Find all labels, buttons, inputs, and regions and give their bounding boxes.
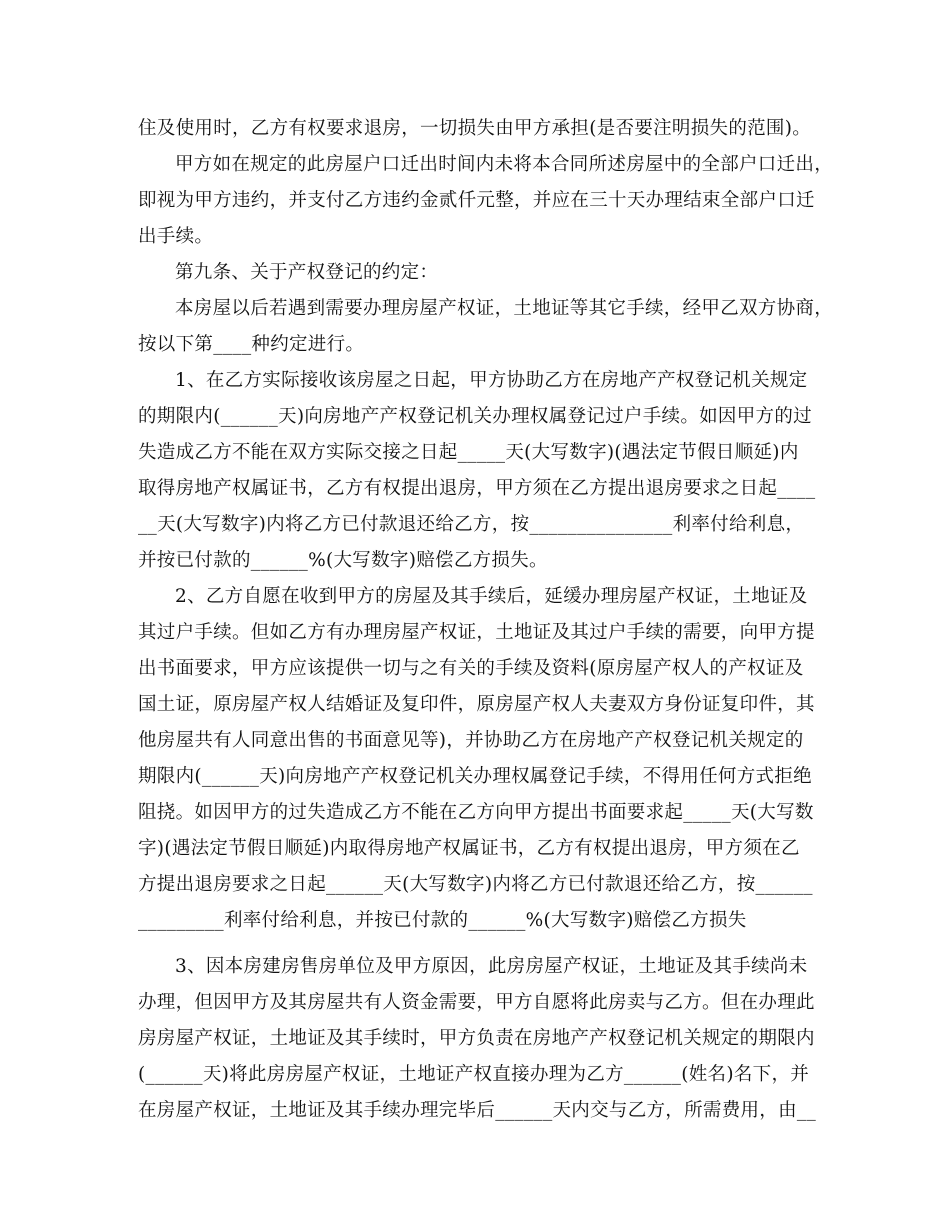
section-heading: 第九条、关于产权登记的约定：: [175, 262, 439, 283]
text-line: 3、因本房建房售房单位及甲方原因，此房房屋产权证，土地证及其手续尚未: [175, 956, 808, 977]
text-line: 在房屋产权证，土地证及其手续办理完毕后______天内交与乙方，所需费用，由__: [138, 1100, 817, 1121]
text-line: 失造成乙方不能在双方实际交接之日起_____天(大写数字)(遇法定节假日顺延)内: [138, 442, 799, 463]
text-line: 方提出退房要求之日起______天(大写数字)内将乙方已付款退还给乙方，按______: [138, 874, 813, 895]
text-line: (______天)将此房房屋产权证，土地证产权直接办理为乙方______(姓名)名下，并: [138, 1064, 810, 1085]
text-line: 1、在乙方实际接收该房屋之日起，甲方协助乙方在房地产产权登记机关规定: [175, 370, 808, 391]
text-line: 国土证，原房屋产权人结婚证及复印件，原房屋产权人夫妻双方身份证复印件，其: [138, 694, 815, 715]
text-line: 其过户手续。但如乙方有办理房屋产权证，土地证及其过户手续的需要，向甲方提: [138, 622, 815, 643]
text-line: 房房屋产权证，土地证及其手续时，甲方负责在房地产产权登记机关规定的期限内: [138, 1028, 815, 1049]
text-line: 甲方如在规定的此房屋户口迁出时间内未将本合同所述房屋中的全部户口迁出，: [175, 154, 834, 175]
text-line: 并按已付款的______%(大写数字)赔偿乙方损失。: [138, 550, 548, 571]
text-line: 办理，但因甲方及其房屋共有人资金需要，甲方自愿将此房卖与乙方。但在办理此: [138, 992, 815, 1013]
text-line: 住及使用时，乙方有权要求退房，一切损失由甲方承担(是否要注明损失的范围)。: [138, 118, 812, 139]
text-line: _________利率付给利息，并按已付款的______%(大写数字)赔偿乙方损失: [138, 910, 747, 931]
text-line: 出书面要求，甲方应该提供一切与之有关的手续及资料(原房屋产权人的产权证及: [138, 658, 804, 679]
text-line: 的期限内(______天)向房地产产权登记机关办理权属登记过户手续。如因甲方的过: [138, 406, 812, 427]
text-line: 他房屋共有人同意出售的书面意见等)，并协助乙方在房地产产权登记机关规定的: [138, 730, 804, 751]
text-line: __天(大写数字)内将乙方已付款退还给乙方，按_______________利率付给利息，: [138, 514, 805, 535]
text-line: 本房屋以后若遇到需要办理房屋产权证，土地证等其它手续，经甲乙双方协商，: [175, 298, 834, 319]
text-line: 按以下第____种约定进行。: [138, 334, 365, 355]
text-line: 字)(遇法定节假日顺延)内取得房地产权属证书，乙方有权提出退房，甲方须在乙: [138, 838, 800, 859]
text-line: 2、乙方自愿在收到甲方的房屋及其手续后，延缓办理房屋产权证，土地证及: [175, 586, 808, 607]
text-line: 出手续。: [138, 226, 214, 247]
text-line: 取得房地产权属证书，乙方有权提出退房，甲方须在乙方提出退房要求之日起____: [138, 478, 816, 499]
text-line: 即视为甲方违约，并支付乙方违约金贰仟元整，并应在三十天办理结束全部户口迁: [138, 190, 815, 211]
text-line: 期限内(______天)向房地产产权登记机关办理权属登记手续，不得用任何方式拒绝: [138, 766, 812, 787]
text-line: 阻挠。如因甲方的过失造成乙方不能在乙方向甲方提出书面要求起_____天(大写数: [138, 802, 814, 823]
